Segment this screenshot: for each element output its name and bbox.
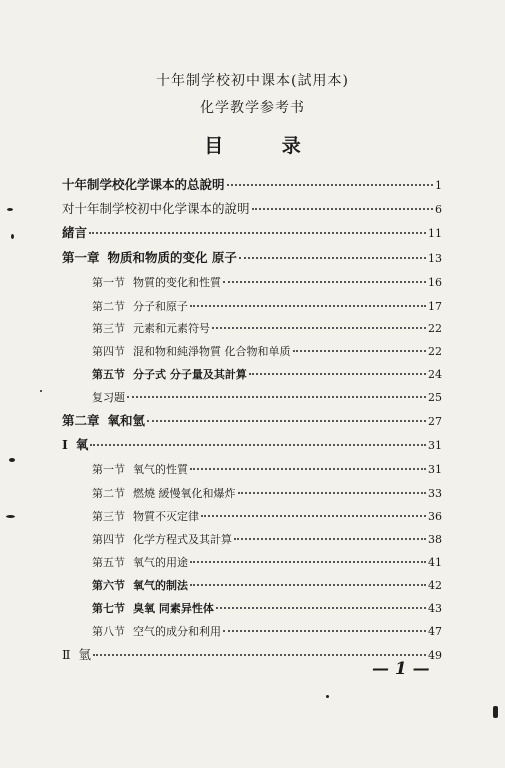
- book-title: 化学教学参考书: [200, 100, 305, 116]
- toc-entry-title: 空气的成分和利用: [133, 625, 221, 638]
- leader-dots: [90, 432, 426, 446]
- toc-entry-title: 分子式 分子量及其計算: [133, 368, 247, 381]
- leader-dots: [190, 456, 426, 470]
- toc-entry-number: 第八节: [92, 625, 125, 638]
- toc-entry-page: 31: [428, 463, 442, 476]
- toc-heading: 目 录: [204, 135, 327, 157]
- toc-entry-title: 对十年制学校初中化学课本的說明: [62, 201, 250, 216]
- toc-entry-page: 11: [428, 227, 442, 240]
- toc-entry-number: 第一章: [62, 250, 100, 265]
- leader-dots: [190, 293, 426, 307]
- leader-dots: [147, 408, 426, 422]
- toc-entry-title: 氧气的制法: [133, 579, 188, 592]
- toc-entry: [92, 364, 442, 384]
- toc-entry-number: 第五节: [92, 368, 125, 381]
- toc-entry: [92, 318, 442, 338]
- leader-dots: [89, 220, 426, 234]
- scan-speck: [11, 234, 14, 239]
- scan-speck: [6, 515, 15, 518]
- toc-entry-number: 第三节: [92, 322, 125, 335]
- toc-entry-page: 49: [428, 649, 442, 662]
- scan-speck: [7, 208, 13, 211]
- toc-entry: [92, 598, 442, 618]
- scan-speck: [326, 695, 329, 698]
- toc-entry-page: 38: [428, 533, 442, 546]
- toc-entry: [92, 575, 442, 595]
- toc-entry: [92, 272, 442, 292]
- toc-entry-number: 第五节: [92, 556, 125, 569]
- leader-dots: [127, 384, 426, 398]
- toc-entry-number: 第七节: [92, 602, 125, 615]
- leader-dots: [234, 526, 426, 540]
- toc-entry-number: 第二节: [92, 300, 125, 313]
- toc-entry-number: 第四节: [92, 345, 125, 358]
- toc-entry-number: 第二章: [62, 413, 100, 428]
- toc-entry-number: Ⅱ: [62, 647, 71, 662]
- toc-entry-number: 第六节: [92, 579, 125, 592]
- toc-entry: [92, 529, 442, 549]
- toc-entry: [62, 223, 442, 243]
- toc-entry-title: 氧: [75, 437, 89, 452]
- toc-entry-number: 第一节: [92, 463, 125, 476]
- toc-entry-page: 42: [428, 579, 442, 592]
- scan-speck: [40, 390, 42, 392]
- toc-entry-page: 47: [428, 625, 442, 638]
- toc-entry: [92, 552, 442, 572]
- page-number: — 1 —: [372, 659, 430, 679]
- toc-entry-page: 36: [428, 510, 442, 523]
- toc-entry-title: 臭氧 同素异性体: [133, 602, 214, 615]
- toc-entry-page: 22: [428, 322, 442, 335]
- leader-dots: [93, 642, 426, 656]
- toc-entry-title: 化学方程式及其計算: [133, 533, 232, 546]
- toc-entry-title: 緒言: [62, 225, 88, 240]
- leader-dots: [190, 549, 426, 563]
- toc-entry-title: 物質不灭定律: [133, 510, 199, 523]
- toc-entry: [92, 483, 442, 503]
- leader-dots: [223, 618, 426, 632]
- toc-entry-page: 27: [428, 415, 442, 428]
- toc-entry: [92, 459, 442, 479]
- toc-entry: [92, 621, 442, 641]
- leader-dots: [212, 315, 426, 329]
- toc-entry-title: 复习题: [92, 391, 125, 404]
- leader-dots: [293, 338, 427, 352]
- leader-dots: [201, 503, 426, 517]
- toc-entry-number: Ⅰ: [62, 437, 68, 452]
- toc-entry: [62, 199, 442, 219]
- toc-entry-page: 13: [428, 252, 442, 265]
- series-title: 十年制学校初中课本(試用本): [156, 73, 349, 89]
- toc-entry-page: 33: [428, 487, 442, 500]
- scan-speck: [9, 458, 15, 462]
- leader-dots: [216, 595, 426, 609]
- leader-dots: [249, 361, 426, 375]
- toc-entry-title: 物質的变化和性質: [133, 276, 221, 289]
- toc-entry: [62, 411, 442, 431]
- toc-entry-title: 混和物和純淨物質 化合物和单质: [133, 345, 291, 358]
- toc-entry: [92, 296, 442, 316]
- toc-entry-title: 氧和氫: [107, 413, 146, 428]
- leader-dots: [190, 572, 426, 586]
- toc-entry-title: 氧气的用途: [133, 556, 188, 569]
- toc-entry: [62, 248, 442, 268]
- toc-entry-title: 元素和元素符号: [133, 322, 210, 335]
- toc-entry-title: 十年制学校化学课本的总說明: [62, 177, 225, 192]
- toc-entry-title: 氫: [78, 647, 92, 662]
- toc-entry-title: 分子和原子: [133, 300, 188, 313]
- toc-entry-page: 22: [428, 345, 442, 358]
- leader-dots: [223, 269, 426, 283]
- toc-entry: [92, 341, 442, 361]
- toc-entry-page: 1: [435, 179, 442, 192]
- toc-entry: [92, 387, 442, 407]
- toc-entry-page: 6: [435, 203, 442, 216]
- toc-entry-page: 24: [428, 368, 442, 381]
- leader-dots: [227, 172, 433, 186]
- leader-dots: [239, 245, 426, 259]
- toc-entry-title: 物质和物质的变化 原子: [107, 250, 237, 265]
- toc-entry-page: 31: [428, 439, 442, 452]
- toc-entry-page: 25: [428, 391, 442, 404]
- toc-entry-number: 第二节: [92, 487, 125, 500]
- toc-entry: [62, 175, 442, 195]
- toc-entry-title: 氧气的性質: [133, 463, 188, 476]
- toc-entry-page: 17: [428, 300, 442, 313]
- toc-entry-page: 16: [428, 276, 442, 289]
- scan-speck: [493, 706, 498, 718]
- toc-entry: [92, 506, 442, 526]
- leader-dots: [238, 480, 427, 494]
- toc-entry-number: 第四节: [92, 533, 125, 546]
- toc-entry-page: 43: [428, 602, 442, 615]
- toc-entry: [62, 435, 442, 455]
- toc-entry-number: 第一节: [92, 276, 125, 289]
- toc-entry-title: 燃燒 緩慢氧化和爆炸: [133, 487, 236, 500]
- toc-entry-number: 第三节: [92, 510, 125, 523]
- leader-dots: [252, 196, 433, 210]
- toc-entry-page: 41: [428, 556, 442, 569]
